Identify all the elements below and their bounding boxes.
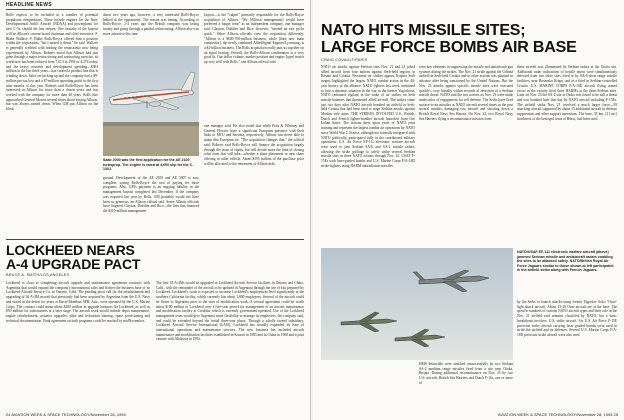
left-under-photo-column-a: ground. Development of the AE 2100 and AE 3007 is now complete, saving Rolls-Royce the cost of paying for these programs. Also, GM's payment is an ongoing liability in the management buyout completed last December. If the company was acquired last year by Rolls, GM probably would not have been so generous, an Allison official said. Some Allison officials have fingered Clayton, Dubilier and Rice—the firm that financed the $310-million management xyxy=(103,176,199,213)
right-page xyxy=(313,0,624,420)
section-header-label: HEADLINE NEWS xyxy=(6,2,52,8)
right-page-footer: AVIATION WEEK & SPACE TECHNOLOGY/November 28, 1994 25 xyxy=(498,412,618,417)
main-headline-line-1: NATO HITS MISSILE SITES; xyxy=(321,22,526,39)
right-lower-column-1: HMS Invincible were attacked unsuccessfully by two Serbian SA-2 medium range missiles fired from a site near Otoka, Bosnia. During additional reconnaissance on Nov. 23 by two U.S. aircraft, British Sea Harriers and Dutch F-16s, one or more of xyxy=(419,362,513,385)
left-page xyxy=(0,0,311,420)
left-page-footer: 24 AVIATION WEEK & SPACE TECHNOLOGY/November 28, 1994 xyxy=(6,412,126,417)
sub-byline: BRUCE A. SMITH/LOS ANGELES xyxy=(6,273,70,277)
jets-photo xyxy=(321,248,513,360)
right-article-column-2: were key elements in suppressing the missile and antiaircraft gun systems during the strikes. The Nov. 21 strike against the Udbina airfield in Serb-held Croatia and in other actions was planned in advance after being sanctioned by the United Nations. But the Nov. 23 attacks against specific missile sites were executed quickly—very literally within seconds of detection of a Serbian missile threat. NATO said the two actions on Nov. 23 were made under rules of engagement for self defense. The Serbs have fired surface-to-air missiles at NATO aircraft several times in the past several months, damaging two aircraft and shooting down a British Royal Navy Sea Harrier. On Nov. 22, two Royal Navy Sea Harriers flying a reconnaissance mission from xyxy=(419,65,513,121)
sub-headline-line-1: LOCKHEED NEARS xyxy=(6,242,135,258)
left-article-column-1: Rolls expects to be included in a number of potential propulsion competitions. These include engines for the Non-Developmental Airlift Aircraft (NDAA) and powerplants for new C-5s, should the line reopen. One casualty of the buyout will be Allison's current board chairman and chief executive, F. Blake Wallace. F. Blake Rolls-Royce offered him a position within the corporation, "but I turned it down," he said. Wallace is generally credited with leading the renaissance now being experienced by Allison. Roberts noted that Allison had just gone through a major restructuring and contracting exercise, its workforce has been reduced from 7,013 in 1991 to 4,276 today, and the heavy research and development spending—$384 million in the last three years—has created a product line that is winding down. Sales are picking up and the company had a $9-million pre-tax loss and a $7-million operating profit in the first nine months of this year. Roberts said Rolls-Royce has been interested in Allison for more than a dozen years and has worked with the company for more than 40 years. Rolls also approached General Motors several times about buying Allison, but was always turned down. When GM put Allison on the block xyxy=(6,13,98,112)
right-article-column-3: these aircraft was illuminated by Serbian radars at the Otoka site. Additional radar indications of hostile intent were simultaneously detected from two other sites, fired at by SA-6 short range missile facilities, near Bosanska Krupa, and at a third in Serbian-controlled Croatia. U.S. MARINE CORPS F/A-18D aircraft flying armed escort in the vicinity fired three HARMs at the three Serbian sites. Later on Nov. 23 the SA-2 site at Otoka was found to be still a threat and was bombed later that day by NATO aircraft including F-15Es. The airfield strike Nov. 21 involved a much larger force—39 attacking aircraft supported by about 15 additional aircraft in defense suppression and other support operations. The base, 35 km. (21 mi.) southwest of the besieged town of Bihac, had been used xyxy=(517,65,617,121)
main-headline-line-2: LARGE FORCE BOMBS AIR BASE xyxy=(321,39,577,56)
left-article-column-3: buyout—is the "culprit" primarily responsible for the Rolls-Royce acquisition of Allison. "We [Allison management] would have preferred a longer term" as an independent company, one manager said. Clayton, Dubilier and Rice, however, "needed an exit profit quick." Other Allison officials view the acquisition differently. "Allison is a $600-700-million business, while [their new main competitor], the newly combined AlliedSignal Engines/Lycoming, is a $2-billion business. The Rolls acquisition really puts us together on an equal footing. Overall, the Rolls-Allison combination is a very good fit. Our dollar volume, market position and engine [type] match up very well with Rolls," one Allison official said. xyxy=(204,13,304,65)
sub-article-column-1: Lockheed is close to completing aircraft upgrade and maintenance agreement contracts with Argentina that would expand the company's international sales and bolster the business base of its Lockheed Aircraft Service Co. in Ontario, Calif. The pending pacts call for the refurbishment and upgrading of 36 A-4M aircraft that previously had been acquired by Argentina from the U.S. Navy and stored in the desert for years at Davis-Monthan AFB, Ariz., were operated by the U.S. Marine Corps. The contract could mean about $200 million in upgrade business for Lockheed, as well as $50 million for subcontracts at a later stage. The aircraft work would include depot maintenance, engine refurbishment, avionics upgrades, pilot and technician training, spare provisioning and technical documentation. Final agreement on both programs could be reached by midNovember. xyxy=(6,281,150,323)
right-article-column-1: NATO air attacks against Serbian sites Nov. 21 and 23 jolted allied aircraft from four nations against Serb-held regions in Bosnia and Croatia. Persistent air strikes against Krajina Serb targets highlighted the largest NATO combat action in the 44-year history of the alliance. NATO fighters last week continued to face a dynamic situation in the war in the former Yugoslavia. NATO remained vigilant in the wake of air strikes on Serb missile batteries that threatened allied aircraft. The strikes came just two days after NATO aircraft bombed an airfield in Serb-held Croatia that had been used to stage Serbian attacks against Muslim safe areas. THE STRIKES INVOLVED U.S., British, Dutch and French fighter-bomber aircraft launched from five Italian bases. The actions drew upon years of NATO joint training and represent the largest combat air operations by NATO since World War 2. France, although not formally integrated with NATO politically, participated fully in the coordinated military operations. U.S. Air Force EF-111 electronic warfare aircraft were used to jam Serbian SA-6 and SA-2 missile radars, allowing the strike package to safely strike several Serbian missile sites in three NATO actions through Nov. 23. USAF F-15Es with laser-guided bombs and U.S. Marine Corps F/A-18D strike fighters using HARM antiradiation missiles xyxy=(321,65,415,168)
sub-article-rule xyxy=(6,239,304,240)
saab-2000-photo xyxy=(103,46,199,156)
jets-caption-text: NATO/USAF EF-111 electronic warfare aircraft (above) jammed Serbian missile and antiaircraft radars enabling the sites to be attacked safely. NATO/British Royal Air Force Jaguars similar to those shown at left participated in the airfield strike along with French Jaguars. xyxy=(517,250,614,273)
jet-aircraft-photo-icon xyxy=(321,248,513,360)
right-lower-column-2: by the Serbs to launch attacks using former Yugoslav Soko "Orao" light attack aircraft. About 15-20 Orao aircraft are at the base. The specific numbers of various NATO aircraft types and their role in the Nov. 21 airfield raid remains classified by NATO, but a basic breakdown involves: U.S. strike aircraft. Six U.S. Air Force F-15E precision strike aircraft carrying laser guided bombs were used to strike the airfield and its defenses. Several U.S. Marine Corps F/A-18D precision strike aircraft were also used xyxy=(517,300,617,337)
saab-caption-text: Saab 2000 was the first application for the AE 2100 turboprop. The engine is rated at 4,600 shp for the C-130J. xyxy=(103,158,194,172)
left-under-photo-column-b: one manager said. He also noted that while Pratt & Whitney and General Electric have a significant European presence with their links to MTU and Snecma, respectively, Allison was never able to attain that European tie. "The acquisition changes that," the official said. Roberts said Rolls-Royce will finance the acquisition largely through the issue of equity, but will decide more the time of closing what form that will take—whether a share placement or new share offering or other vehicle. About $195 million of the purchase price will be allocated to the retirement of Allison debt. xyxy=(204,124,304,166)
main-byline: CRAIG COVAULT/PARIS xyxy=(321,58,368,62)
header-rule xyxy=(6,9,304,10)
aircraft-photo-icon xyxy=(103,46,199,156)
sub-headline-line-2: A-4 UPGRADE PACT xyxy=(6,256,141,272)
left-article-column-2: about two years ago, however, a very interested Rolls-Royce balked at the opportunity. The reason was timing. According to Rolls-Royce, 2-3 years ago the British company was losing money and going through a painful restructuring. Allison also was more attractive this time xyxy=(103,13,199,36)
saab-photo-caption xyxy=(103,158,199,174)
jets-photo-caption xyxy=(517,250,617,296)
sub-article-column-2: The first 18 A-4Ms would be upgraded at Lockheed Aircraft Service facilities in Ontario and Chino, Calif., with the remainder of the aircraft to be updated in Argentina through the use of kits prepared by Lockheed. Lockheed's work is expected to increase Lockheed's employment level significantly at the southern California facility, which currently has about 1,800 employees. Several of the aircraft could be flown to Argentina prior to the start of modification work. A second agreement could be worth about $100 million to Lockheed over a five-year period for management of an aircraft maintenance and modification facility at Cordoba, which is currently government-operated. Use of the Lockheed management team would give Argentina more flexibility to manage its employees, the company said, and could be extended beyond the initial three-year phase. Through a wholly owned subsidiary, Lockheed Aircraft Service International (LASI), Lockheed has steadily expanded its base of international operations and maintenance services. The new business has included aircraft maintenance and modification facilities established in Kuwait in 1985 and in China in 1988 and a joint venture with Malaysia in 1992. xyxy=(156,281,304,342)
